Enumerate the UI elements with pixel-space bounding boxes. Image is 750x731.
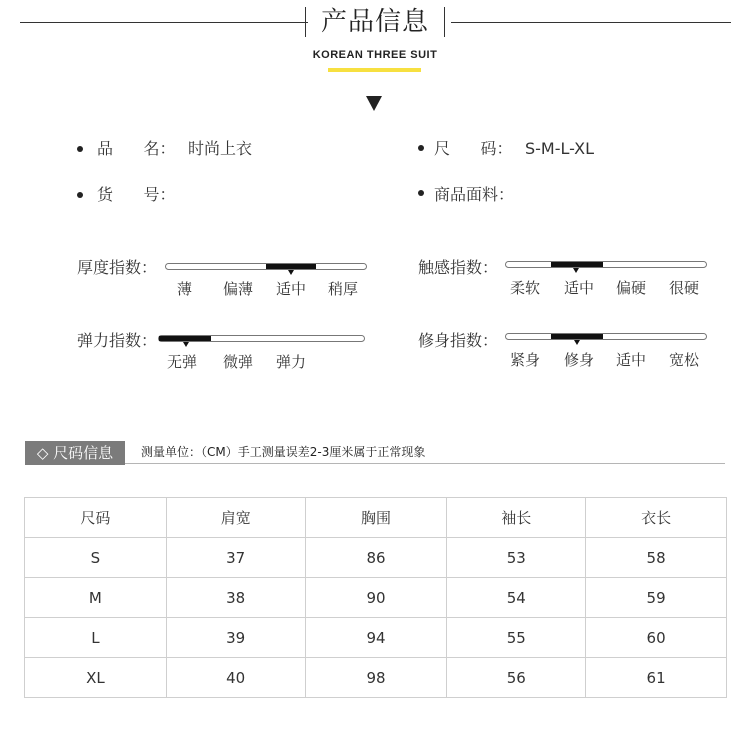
thickness-option: 稍厚 <box>328 280 359 298</box>
elasticity-scale-fill <box>159 336 211 341</box>
table-cell: S <box>25 538 167 578</box>
bullet-icon <box>77 146 83 152</box>
thickness-scale <box>165 263 367 270</box>
header-cell: 衣长 <box>586 498 727 538</box>
code-label: 货 号： <box>97 185 176 204</box>
table-row <box>25 538 727 578</box>
bullet-icon <box>418 145 424 151</box>
header-rule-right <box>451 22 731 23</box>
feel-option: 柔软 <box>510 279 541 297</box>
page-title: 产品信息 <box>320 7 429 37</box>
fit-option: 紧身 <box>510 351 541 369</box>
table-cell: 58 <box>586 538 727 578</box>
table-cell: 53 <box>447 538 586 578</box>
table-cell: 55 <box>447 618 586 658</box>
table-cell: 90 <box>305 578 447 618</box>
elasticity-scale <box>158 335 365 342</box>
size-value: S-M-L-XL <box>525 139 594 158</box>
fit-option: 宽松 <box>669 351 700 369</box>
table-cell: 98 <box>305 658 447 698</box>
table-cell: 86 <box>305 538 447 578</box>
feel-scale <box>505 261 707 268</box>
fit-pointer-icon <box>574 340 580 345</box>
down-triangle-icon <box>366 96 382 111</box>
elasticity-option: 无弹 <box>167 353 198 371</box>
table-cell: M <box>25 578 167 618</box>
fabric-label: 商品面料： <box>434 185 515 204</box>
table-cell: 56 <box>447 658 586 698</box>
table-row <box>25 618 727 658</box>
measurement-note: 测量单位：（CM）手工测量误差2-3厘米属于正常现象 <box>141 445 426 459</box>
feel-pointer-icon <box>573 268 579 273</box>
fit-scale-fill <box>551 334 603 339</box>
elasticity-index-label: 弹力指数： <box>77 331 158 350</box>
name-value: 时尚上衣 <box>188 139 253 158</box>
table-cell: 38 <box>166 578 305 618</box>
fit-option: 适中 <box>616 351 647 369</box>
page-subtitle: KOREAN THREE SUIT <box>312 49 438 61</box>
size-section-title-bar <box>25 441 125 465</box>
header-cell: 胸围 <box>305 498 447 538</box>
table-cell: 37 <box>166 538 305 578</box>
table-cell: L <box>25 618 167 658</box>
table-cell: 39 <box>166 618 305 658</box>
title-frame <box>305 6 445 38</box>
size-label: 尺 码： <box>434 139 513 158</box>
fit-index-label: 修身指数： <box>418 331 499 350</box>
feel-index-label: 触感指数： <box>418 258 499 277</box>
fit-option: 修身 <box>564 351 595 369</box>
fit-scale <box>505 333 707 340</box>
feel-option: 适中 <box>564 279 595 297</box>
table-header-row <box>25 498 727 538</box>
feel-option: 偏硬 <box>616 279 647 297</box>
name-label: 品 名： <box>97 139 176 158</box>
table-row <box>25 658 727 698</box>
accent-underline <box>328 68 421 72</box>
header-cell: 袖长 <box>447 498 586 538</box>
thickness-option: 适中 <box>276 280 307 298</box>
size-section-rule <box>125 463 725 464</box>
size-section-title: ◇ 尺码信息 <box>36 444 114 462</box>
thickness-index-label: 厚度指数： <box>77 258 158 277</box>
thickness-scale-fill <box>266 264 316 269</box>
header-rule-left <box>20 22 308 23</box>
feel-scale-fill <box>551 262 603 267</box>
header-cell: 尺码 <box>25 498 167 538</box>
table-cell: 59 <box>586 578 727 618</box>
thickness-option: 薄 <box>177 280 193 298</box>
table-cell: 94 <box>305 618 447 658</box>
elasticity-pointer-icon <box>183 342 189 347</box>
table-cell: 40 <box>166 658 305 698</box>
bullet-icon <box>418 190 424 196</box>
table-cell: 54 <box>447 578 586 618</box>
table-row <box>25 578 727 618</box>
table-cell: 60 <box>586 618 727 658</box>
thickness-option: 偏薄 <box>223 280 254 298</box>
bullet-icon <box>77 192 83 198</box>
elasticity-option: 弹力 <box>276 353 307 371</box>
thickness-pointer-icon <box>288 270 294 275</box>
table-cell: XL <box>25 658 167 698</box>
table-cell: 61 <box>586 658 727 698</box>
feel-option: 很硬 <box>669 279 700 297</box>
size-table <box>24 497 727 698</box>
header-cell: 肩宽 <box>166 498 305 538</box>
elasticity-option: 微弹 <box>223 353 254 371</box>
